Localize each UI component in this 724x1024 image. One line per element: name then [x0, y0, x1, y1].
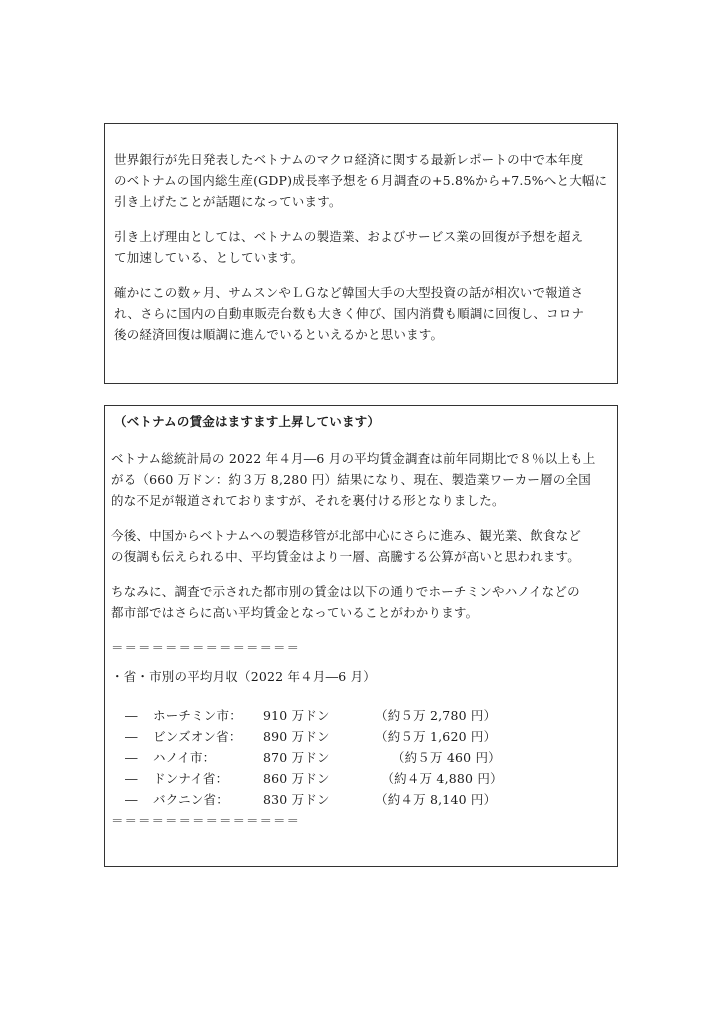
text-line: 世界銀行が先日発表したベトナムのマクロ経済に関する最新レポートの中で本年度: [114, 152, 584, 167]
list-item: [111, 705, 617, 726]
list-item: [111, 768, 617, 789]
wage-report-box: [104, 405, 618, 867]
paragraph: [114, 226, 617, 268]
dash-bullet: ―: [125, 750, 138, 765]
dash-bullet: ―: [125, 708, 138, 723]
gdp-forecast-box: [104, 123, 618, 384]
yen-value: （約５万 2,780 円）: [375, 708, 497, 723]
yen-value: （約５万 1,620 円）: [375, 729, 497, 744]
divider: ＝＝＝＝＝＝＝＝＝＝＝＝＝＝: [111, 640, 301, 655]
dash-bullet: ―: [125, 792, 138, 807]
list-item: [111, 726, 617, 747]
dash-bullet: ―: [125, 771, 138, 786]
text-line: て加速している、としています。: [114, 250, 304, 265]
text-line: 引き上げたことが話題になっています。: [114, 194, 342, 209]
list-item: [111, 747, 617, 768]
paragraph: [111, 525, 617, 567]
paragraph: [114, 282, 617, 345]
yen-value: （約４万 4,880 円）: [375, 771, 503, 786]
paragraph: [111, 581, 617, 623]
text-line: ちなみに、調査で示された都市別の賃金は以下の通りでホーチミンやハノイなどの: [111, 584, 580, 599]
list-item: [111, 789, 617, 810]
list-title: ・省・市別の平均月収（2022 年４月―6 月）: [111, 669, 377, 684]
text-line: 確かにこの数ヶ月、サムスンやＬＧなど韓国大手の大型投資の話が相次いで報道さ: [114, 285, 584, 300]
yen-value: （約４万 8,140 円）: [375, 792, 497, 807]
dash-bullet: ―: [125, 729, 138, 744]
wage-list: [111, 705, 617, 810]
text-line: がる（660 万ドン：約３万 8,280 円）結果になり、現在、製造業ワーカー層の全国: [111, 472, 591, 487]
text-line: 今後、中国からベトナムへの製造移管が北部中心にさらに進み、観光業、飲食など: [111, 528, 582, 543]
wage-value: 860 万ドン: [263, 771, 330, 786]
paragraph: [114, 149, 617, 212]
paragraph: [111, 448, 617, 511]
text-line: のベトナムの国内総生産(GDP)成長率予想を６月調査の+5.8%から+7.5%へと大幅に: [114, 173, 608, 188]
wage-value: 830 万ドン: [263, 792, 330, 807]
section-heading: （ベトナムの賃金はますます上昇しています）: [114, 414, 381, 429]
region-name: ビンズオン省：: [153, 729, 242, 744]
yen-value: （約５万 460 円）: [375, 750, 501, 765]
text-line: 後の経済回復は順調に進んでいるといえるかと思います。: [114, 327, 444, 342]
wage-value: 910 万ドン: [263, 708, 330, 723]
text-line: 都市部ではさらに高い平均賃金となっていることがわかります。: [111, 605, 479, 620]
text-line: 的な不足が報道されておりますが、それを裏付ける形となりました。: [111, 493, 505, 508]
wage-value: 870 万ドン: [263, 750, 330, 765]
text-line: ベトナム総統計局の 2022 年４月―6 月の平均賃金調査は前年同期比で８％以上も上: [111, 451, 596, 466]
region-name: ハノイ市：: [153, 750, 216, 765]
text-line: れ、さらに国内の自動車販売台数も大きく伸び、国内消費も順調に回復し、コロナ: [114, 306, 585, 321]
text-line: の復調も伝えられる中、平均賃金はより一層、高騰する公算が高いと思われます。: [111, 549, 580, 564]
region-name: バクニン省：: [153, 792, 229, 807]
region-name: ドンナイ省：: [153, 771, 229, 786]
region-name: ホーチミン市：: [153, 708, 242, 723]
wage-value: 890 万ドン: [263, 729, 330, 744]
divider: ＝＝＝＝＝＝＝＝＝＝＝＝＝＝: [111, 813, 301, 828]
text-line: 引き上げ理由としては、ベトナムの製造業、およびサービス業の回復が予想を超え: [114, 229, 584, 244]
